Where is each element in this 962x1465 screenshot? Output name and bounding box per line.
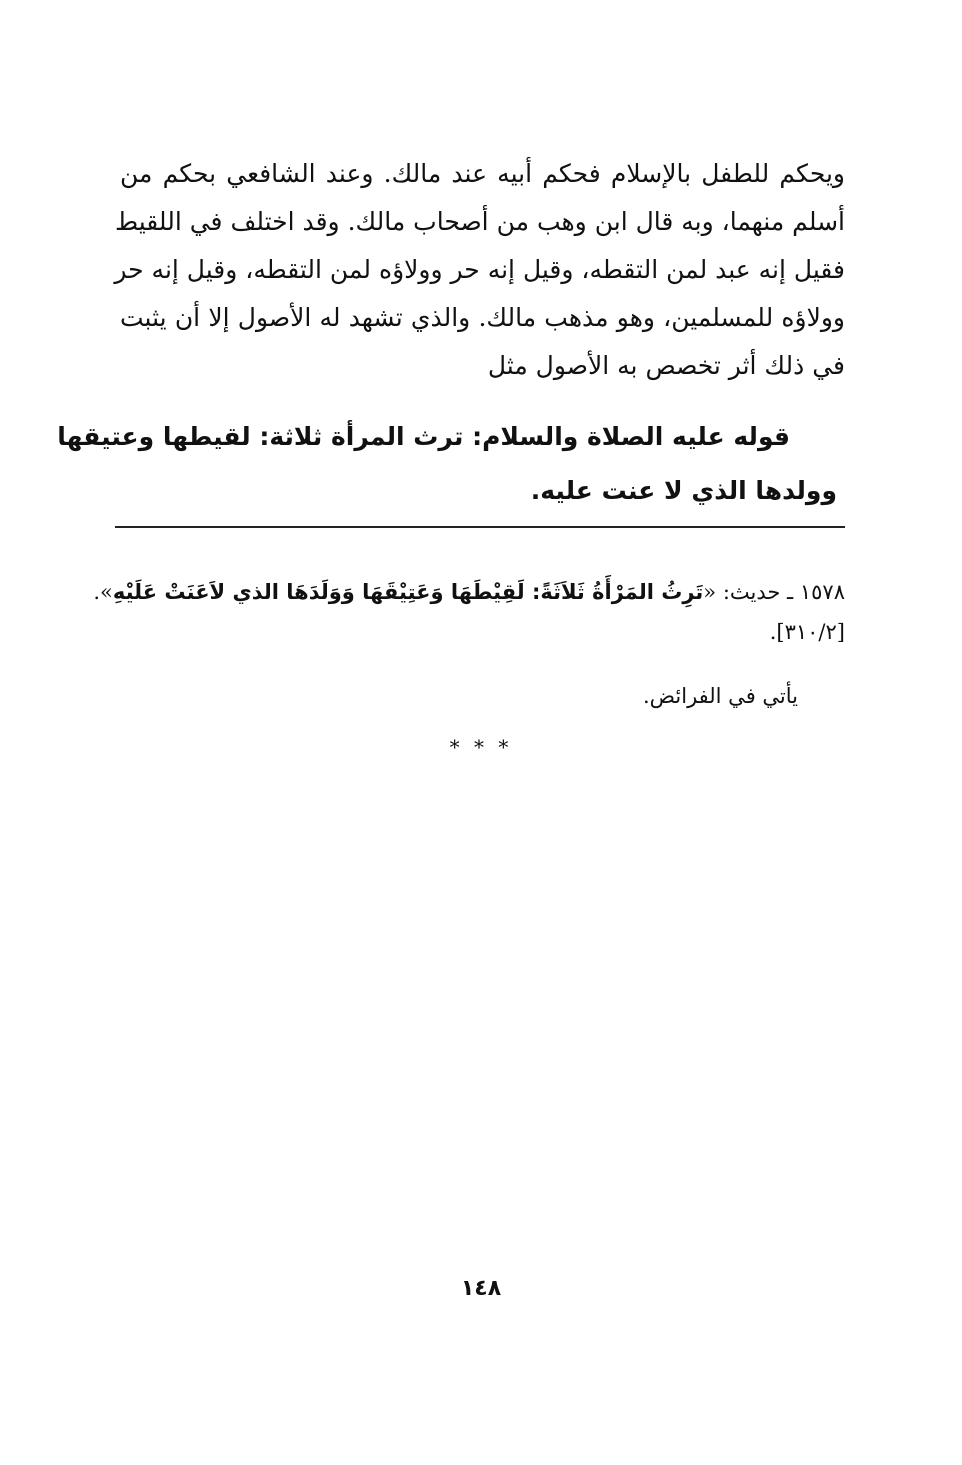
footnote-hadith-text: تَرِثُ المَرْأَةُ ثَلاَثَةً: لَقِيْطَهَا وَعَتِيْقَهَا وَوَلَدَهَا الذي لاَعَنَتْ عَلَيْهِ (112, 580, 704, 604)
main-text-line: في ذلك أثر تخصص به الأصول مثل (487, 351, 845, 380)
main-text-line: وولاؤه للمسلمين، وهو مذهب مالك. والذي تشهد له الأصول إلا أن يثبت (120, 303, 845, 332)
main-text-line: ويحكم للطفل بالإسلام فحكم أبيه عند مالك. وعند الشافعي بحكم من (120, 159, 845, 188)
section-separator: * * * (449, 735, 513, 759)
hadith-quote-line: قوله عليه الصلاة والسلام: ترث المرأة ثلاثة: لقيطها وعتيقها (57, 422, 790, 451)
footnote-divider (115, 526, 845, 528)
hadith-quote (57, 410, 845, 518)
main-text-line: فقيل إنه عبد لمن التقطه، وقيل إنه حر وولاؤه لمن التقطه، وقيل إنه حر (114, 255, 845, 284)
footnote-number: ١٥٧٨ ـ حديث: « (703, 580, 845, 604)
footnote (93, 572, 845, 652)
main-paragraph (114, 150, 845, 390)
main-text-line: أسلم منهما، وبه قال ابن وهب من أصحاب مالك. وقد اختلف في اللقيط (115, 207, 845, 236)
footnote-reference: [٣١٠/٢]. (769, 620, 845, 644)
footnote-hadith-line (93, 572, 845, 612)
hadith-quote-line: وولدها الذي لا عنت عليه. (530, 476, 837, 505)
footnote-note: يأتي في الفرائض. (642, 684, 798, 708)
page-number: ١٤٨ (460, 1276, 502, 1301)
footnote-suffix: ». (93, 580, 113, 604)
